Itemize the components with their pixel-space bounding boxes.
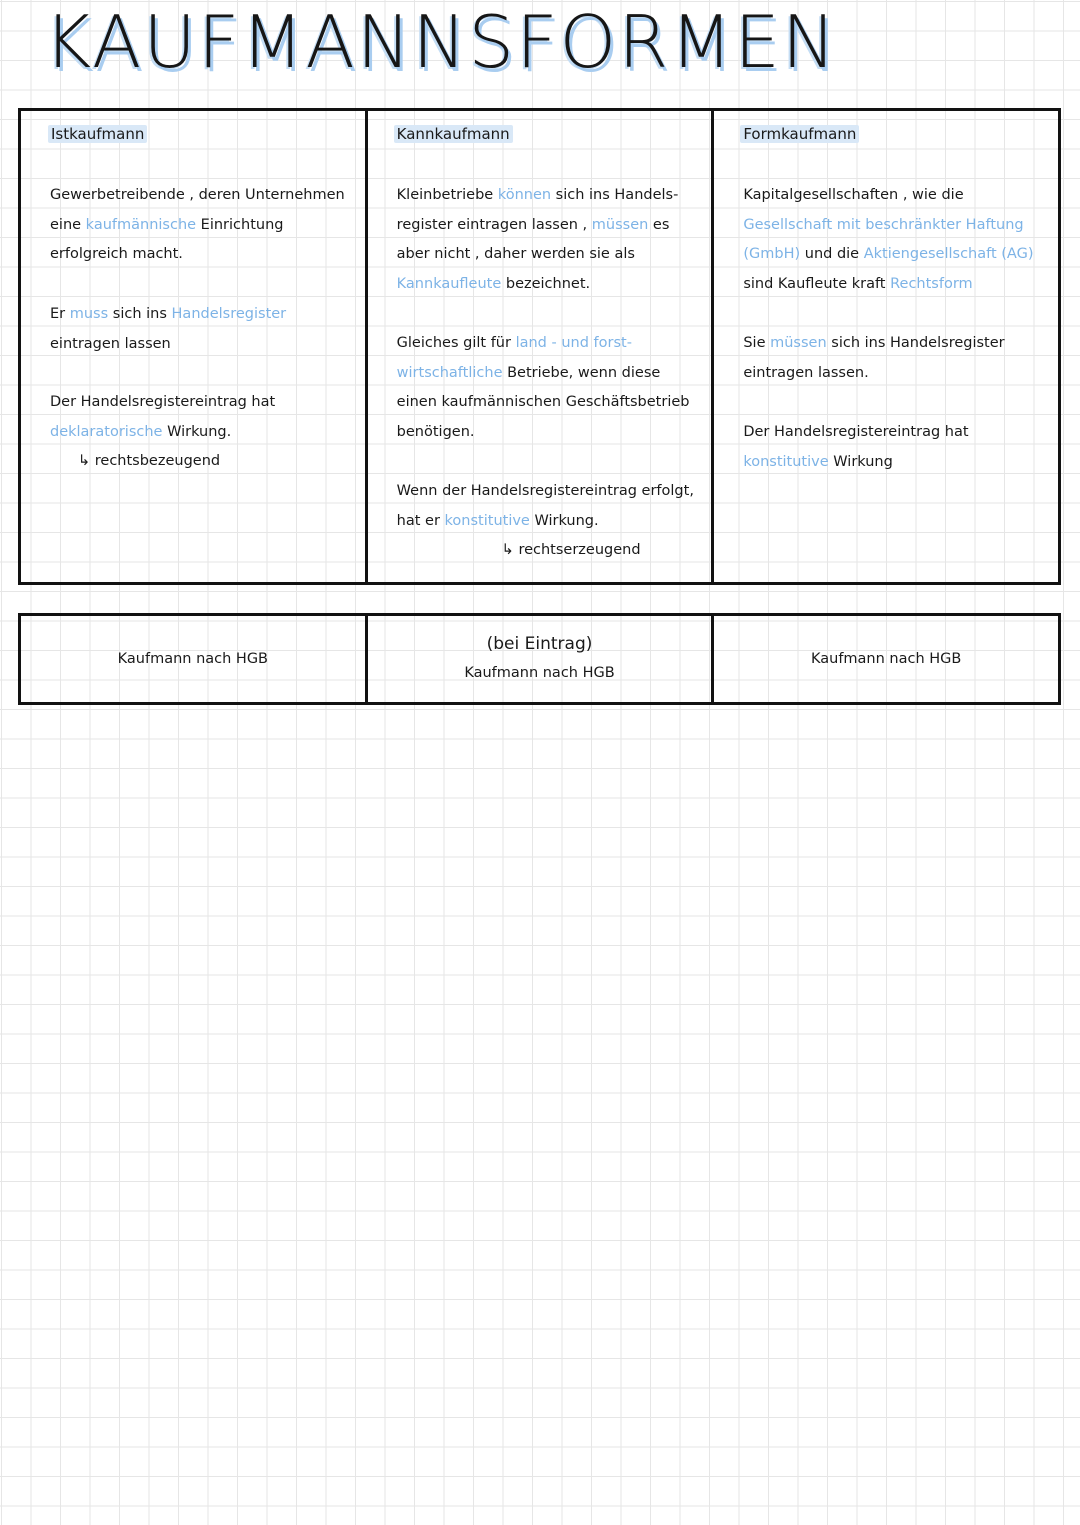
agriculture-paragraph: Gleiches gilt für land - und forst-wirtschaftliche Betriebe, wenn diese einen kaufmännischen Geschäftsbetrieb benötigen.: [396, 335, 690, 440]
status-cell-istkaufmann: [21, 616, 368, 702]
highlighted-term: Rechtsform: [890, 275, 973, 292]
column-heading: Istkaufmann: [48, 125, 147, 143]
arrow-icon: ↳: [78, 453, 91, 469]
highlighted-term: kaufmännische: [85, 216, 197, 233]
highlighted-term: Gesellschaft mit beschränkter Haftung (GmbH): [743, 216, 1024, 262]
column-istkaufmann: [21, 111, 368, 582]
column-formkaufmann: [714, 111, 1058, 582]
highlighted-term: deklaratorische: [50, 423, 163, 440]
highlighted-term: müssen: [770, 335, 827, 351]
highlighted-term: muss: [69, 306, 109, 322]
registration-paragraph: Er muss sich ins Handelsregister eintragen lassen: [50, 306, 287, 352]
registration-paragraph: Sie müssen sich ins Handelsregister eintragen lassen.: [743, 335, 1005, 381]
highlighted-term: Handelsregister: [171, 306, 287, 322]
status-note: (bei Eintrag): [486, 634, 593, 654]
status-cell-formkaufmann: [714, 616, 1058, 702]
effect-paragraph: Der Handelsregistereintrag hat konstitutive Wirkung: [743, 424, 969, 470]
arrow-icon: ↳: [501, 542, 514, 558]
highlighted-term: Aktiengesellschaft (AG): [863, 246, 1034, 262]
effect-note: rechtserzeugend: [518, 542, 641, 558]
column-heading: Formkaufmann: [740, 125, 859, 143]
effect-note: rechtsbezeugend: [94, 453, 221, 469]
highlighted-term: können: [497, 187, 552, 203]
definition-paragraph: Gewerbetreibende , deren Unternehmen eine kaufmännische Einrichtung erfolgreich macht.: [50, 187, 345, 262]
effect-paragraph: Der Handelsregistereintrag hat deklaratorische Wirkung. ↳ rechtsbezeugend: [50, 388, 351, 477]
column-kannkaufmann: [368, 111, 715, 582]
effect-paragraph: Wenn der Handelsregistereintrag erfolgt, hat er konstitutive Wirkung. ↳ rechtserzeugend: [397, 477, 698, 566]
kaufmann-forms-table: [18, 108, 1061, 585]
highlighted-term: konstitutive: [444, 512, 530, 529]
highlighted-term: Kannkaufleute: [396, 275, 502, 292]
highlighted-term: konstitutive: [743, 453, 829, 470]
definition-paragraph: Kapitalgesellschaften , wie die Gesellschaft mit beschränkter Haftung (GmbH) und die Aktiengesellschaft (AG) sind Kaufleute kraft Rechtsform: [743, 187, 1034, 292]
status-cell-kannkaufmann: [368, 616, 715, 702]
status-label: Kaufmann nach HGB: [464, 665, 615, 681]
kaufmann-status-row: [18, 613, 1061, 705]
definition-paragraph: Kleinbetriebe können sich ins Handels-register eintragen lassen , müssen es aber nicht , daher werden sie als Kannkaufleute bezeichnet.: [396, 187, 679, 292]
column-heading: Kannkaufmann: [394, 125, 513, 143]
status-label: Kaufmann nach HGB: [117, 651, 269, 667]
highlighted-term: müssen: [591, 216, 649, 233]
page-title: KAUFMANNSFORMEN: [44, 0, 838, 84]
highlighted-term: land - und forst-wirtschaftliche: [396, 335, 632, 381]
status-label: Kaufmann nach HGB: [810, 651, 962, 667]
